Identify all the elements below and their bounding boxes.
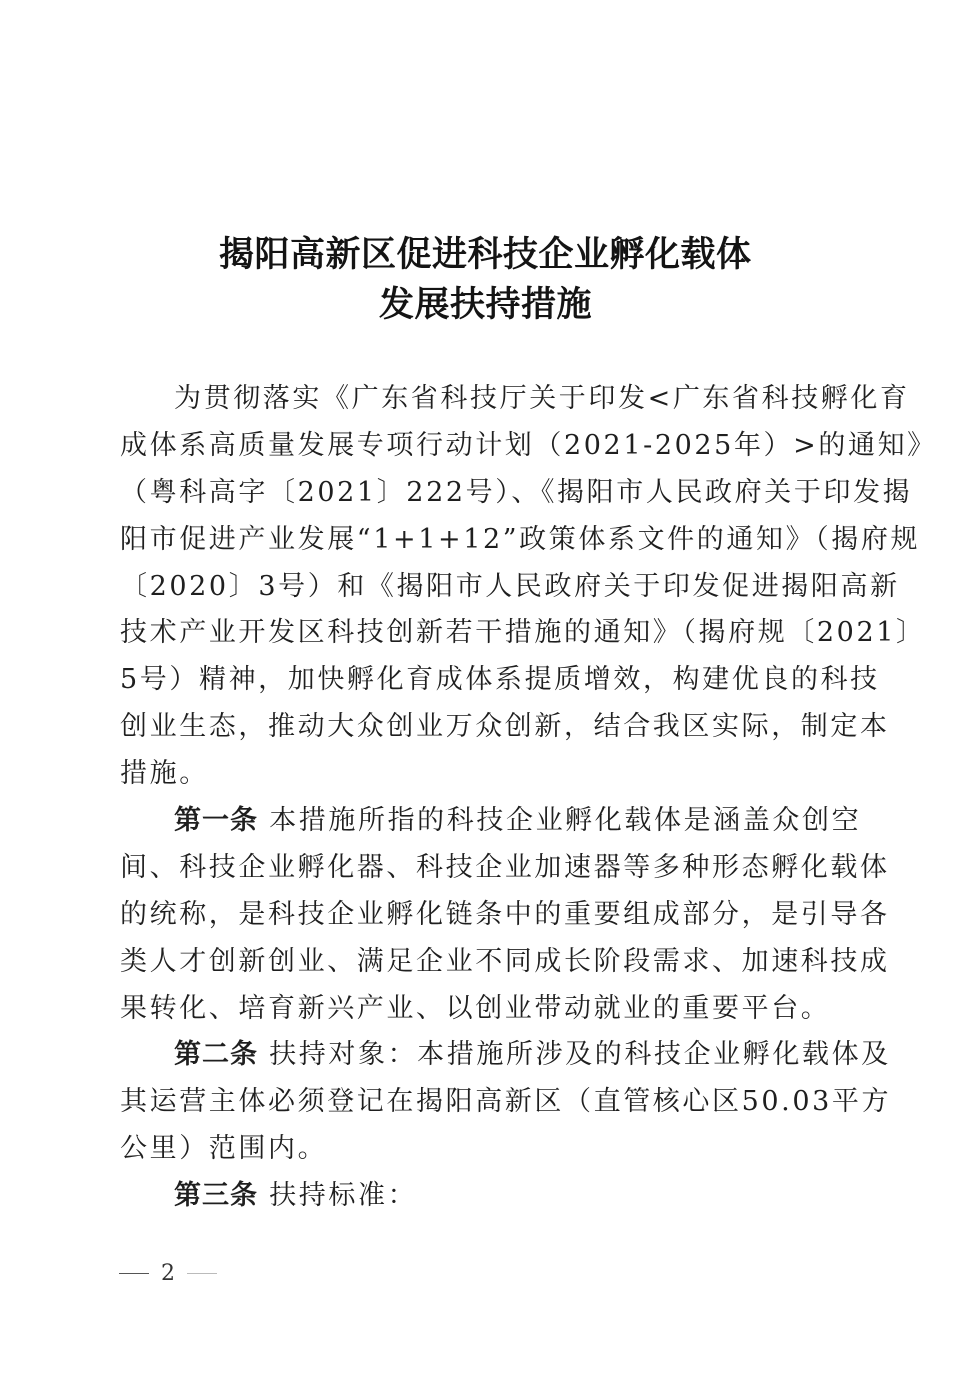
article-3-text: 扶持标准： xyxy=(269,1180,418,1212)
article-1-line: 的统称，是科技企业孵化链条中的重要组成部分，是引导各 xyxy=(120,898,890,930)
body-text xyxy=(120,376,937,1220)
page-number: 2 xyxy=(161,1261,175,1286)
article-2-heading: 第二条 xyxy=(174,1039,258,1071)
preamble-line: 5号）精神，加快孵化育成体系提质增效，构建优良的科技 xyxy=(120,664,880,696)
article-2-line: 公里）范围内。 xyxy=(120,1133,328,1165)
article-1-first-line xyxy=(120,798,862,845)
article-1-heading: 第一条 xyxy=(174,805,258,837)
footer-dash-left xyxy=(119,1273,149,1274)
preamble-line: 为贯彻落实《广东省科技厅关于印发<广东省科技孵化育 xyxy=(174,383,910,414)
article-2-line: 其运营主体必须登记在揭阳高新区（直管核心区50.03平方 xyxy=(120,1086,892,1118)
preamble-line: 技术产业开发区科技创新若干措施的通知》（揭府规〔2021〕 xyxy=(120,617,926,649)
page-footer xyxy=(119,1261,217,1286)
title-line-2: 发展扶持措施 xyxy=(379,285,593,325)
title-line-1: 揭阳高新区促进科技企业孵化载体 xyxy=(219,235,752,275)
article-1-line: 类人才创新创业、满足企业不同成长阶段需求、加速科技成 xyxy=(120,945,890,977)
preamble-line: 成体系高质量发展专项行动计划（2021-2025年）>的通知》 xyxy=(120,429,937,461)
preamble-line: 阳市促进产业发展“1+1+12”政策体系文件的通知》（揭府规 xyxy=(120,523,921,555)
article-2-first-line xyxy=(120,1032,891,1079)
article-2-text: 扶持对象：本措施所涉及的科技企业孵化载体及 xyxy=(269,1039,891,1071)
footer-dash-right xyxy=(187,1273,217,1274)
preamble-line: （粤科高字〔2021〕222号）、《揭阳市人民政府关于印发揭 xyxy=(120,476,913,508)
article-1-line: 间、科技企业孵化器、科技企业加速器等多种形态孵化载体 xyxy=(120,851,890,883)
article-1-line: 果转化、培育新兴产业、以创业带动就业的重要平台。 xyxy=(120,992,831,1024)
preamble-line: 创业生态，推动大众创业万众创新，结合我区实际，制定本 xyxy=(120,711,890,743)
preamble-line: 〔2020〕3号）和《揭阳市人民政府关于印发促进揭阳高新 xyxy=(120,570,900,602)
preamble-line: 措施。 xyxy=(120,758,209,790)
article-3-first-line xyxy=(120,1173,844,1220)
article-1-text: 本措施所指的科技企业孵化载体是涵盖众创空 xyxy=(269,805,862,837)
article-3-heading: 第三条 xyxy=(174,1180,258,1212)
